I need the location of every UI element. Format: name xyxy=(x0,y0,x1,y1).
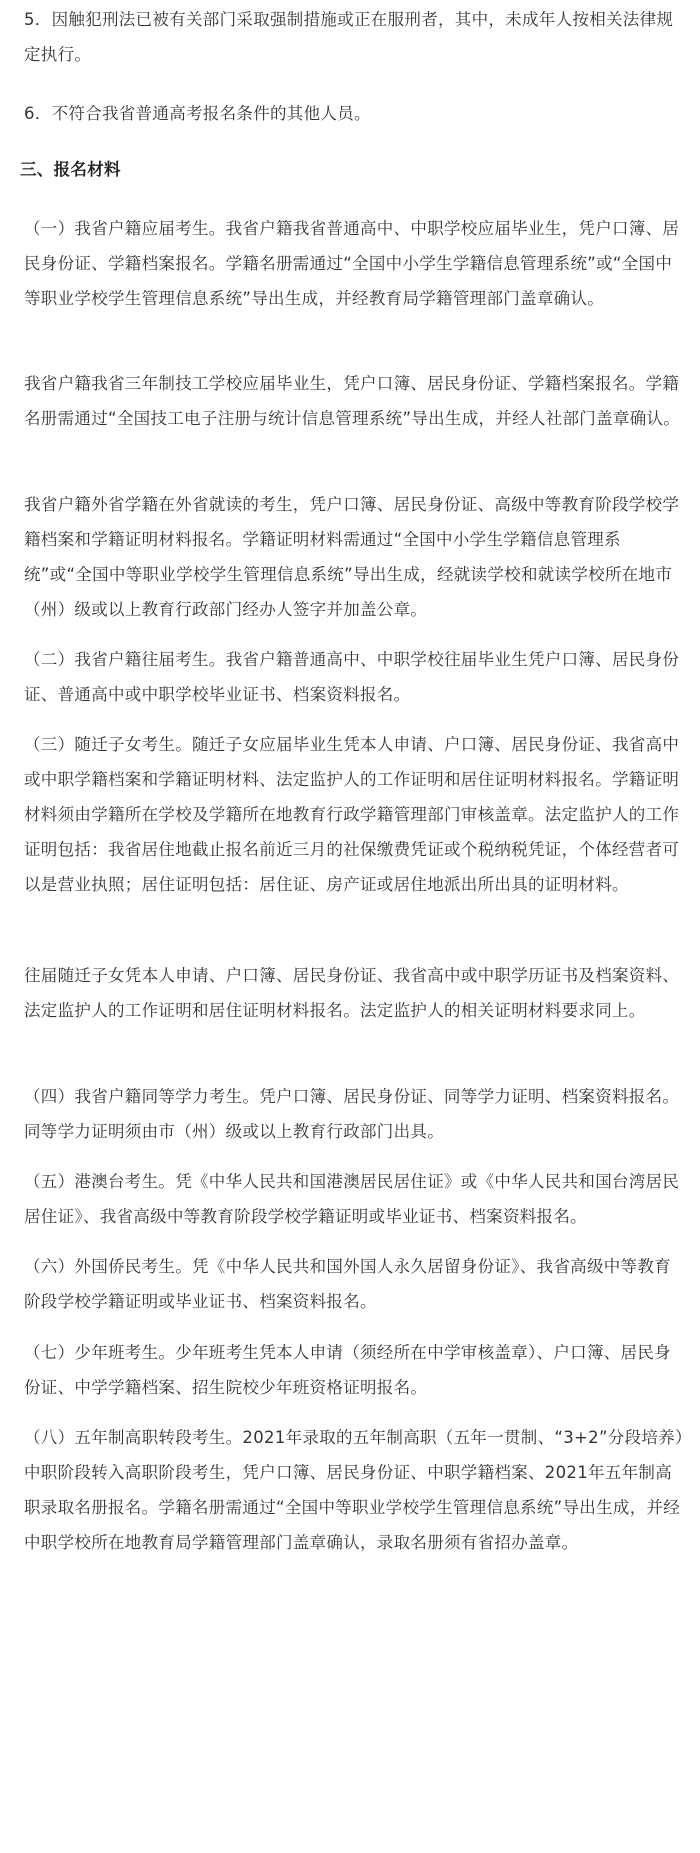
section-heading-materials: 三、报名材料 xyxy=(20,160,121,179)
paragraph-out-of-province-students: 我省户籍外省学籍在外省就读的考生，凭户口簿、居民身份证、高级中等教育阶段学校学籍档案和学籍证明材料报名。学籍证明材料需通过“全国中小学生学籍信息管理系统”或“全国中等职业学校学生管理信息系统”导出生成，经就读学校和就读学校所在地市（州）级或以上教育行政部门经办人签字并加盖公章。 xyxy=(24,495,680,619)
paragraph-past-migrant-children: 往届随迁子女凭本人申请、户口簿、居民身份证、我省高中或中职学历证书及档案资料、法定监护人的工作证明和居住证明材料报名。法定监护人的相关证明材料要求同上。 xyxy=(24,966,680,1020)
paragraph-junior-class: （七）少年班考生。少年班考生凭本人申请（须经所在中学审核盖章）、户口簿、居民身份证、中学学籍档案、招生院校少年班资格证明报名。 xyxy=(24,1343,671,1397)
paragraph-item-5: 5．因触犯刑法已被有关部门采取强制措施或正在服刑者，其中，未成年人按相关法律规定执行。 xyxy=(24,10,674,64)
paragraph-equivalent-education: （四）我省户籍同等学力考生。凭户口簿、居民身份证、同等学力证明、档案资料报名。同等学力证明须由市（州）级或以上教育行政部门出具。 xyxy=(24,1087,680,1141)
paragraph-technical-school-students: 我省户籍我省三年制技工学校应届毕业生，凭户口簿、居民身份证、学籍档案报名。学籍名册需通过“全国技工电子注册与统计信息管理系统”导出生成，并经人社部门盖章确认。 xyxy=(24,374,681,428)
paragraph-item-6: 6．不符合我省普通高考报名条件的其他人员。 xyxy=(24,104,371,123)
paragraph-local-past-students: （二）我省户籍往届考生。我省户籍普通高中、中职学校往届毕业生凭户口簿、居民身份证、普通高中或中职学校毕业证书、档案资料报名。 xyxy=(24,650,680,704)
paragraph-migrant-children: （三）随迁子女考生。随迁子女应届毕业生凭本人申请、户口簿、居民身份证、我省高中或中职学籍档案和学籍证明材料、法定监护人的工作证明和居住证明材料报名。学籍证明材料须由学籍所在学校及学籍所在地教育行政学籍管理部门审核盖章。法定监护人的工作证明包括：我省居住地截止报名前近三月的社保缴费凭证或个税纳税凭证，个体经营者可以是营业执照；居住证明包括：居住证、房产证或居住地派出所出具的证明材料。 xyxy=(24,735,680,894)
paragraph-local-current-students: （一）我省户籍应届考生。我省户籍我省普通高中、中职学校应届毕业生，凭户口簿、居民身份证、学籍档案报名。学籍名册需通过“全国中小学生学籍信息管理系统”或“全国中等职业学校学生管理信息系统”导出生成，并经教育局学籍管理部门盖章确认。 xyxy=(24,219,680,308)
paragraph-five-year-vocational: （八）五年制高职转段考生。2021年录取的五年制高职（五年一贯制、“3+2”分段培养）中职阶段转入高职阶段考生，凭户口簿、居民身份证、中职学籍档案、2021年五年制高职录取名册报名。学籍名册需通过“全国中等职业学校学生管理信息系统”导出生成，并经中职学校所在地教育局学籍管理部门盖章确认，录取名册须有省招办盖章。 xyxy=(24,1428,684,1552)
paragraph-hk-macao-taiwan: （五）港澳台考生。凭《中华人民共和国港澳居民居住证》或《中华人民共和国台湾居民居住证》、我省高级中等教育阶段学校学籍证明或毕业证书、档案资料报名。 xyxy=(24,1172,680,1226)
paragraph-foreign-residents: （六）外国侨民考生。凭《中华人民共和国外国人永久居留身份证》、我省高级中等教育阶段学校学籍证明或毕业证书、档案资料报名。 xyxy=(24,1257,671,1311)
